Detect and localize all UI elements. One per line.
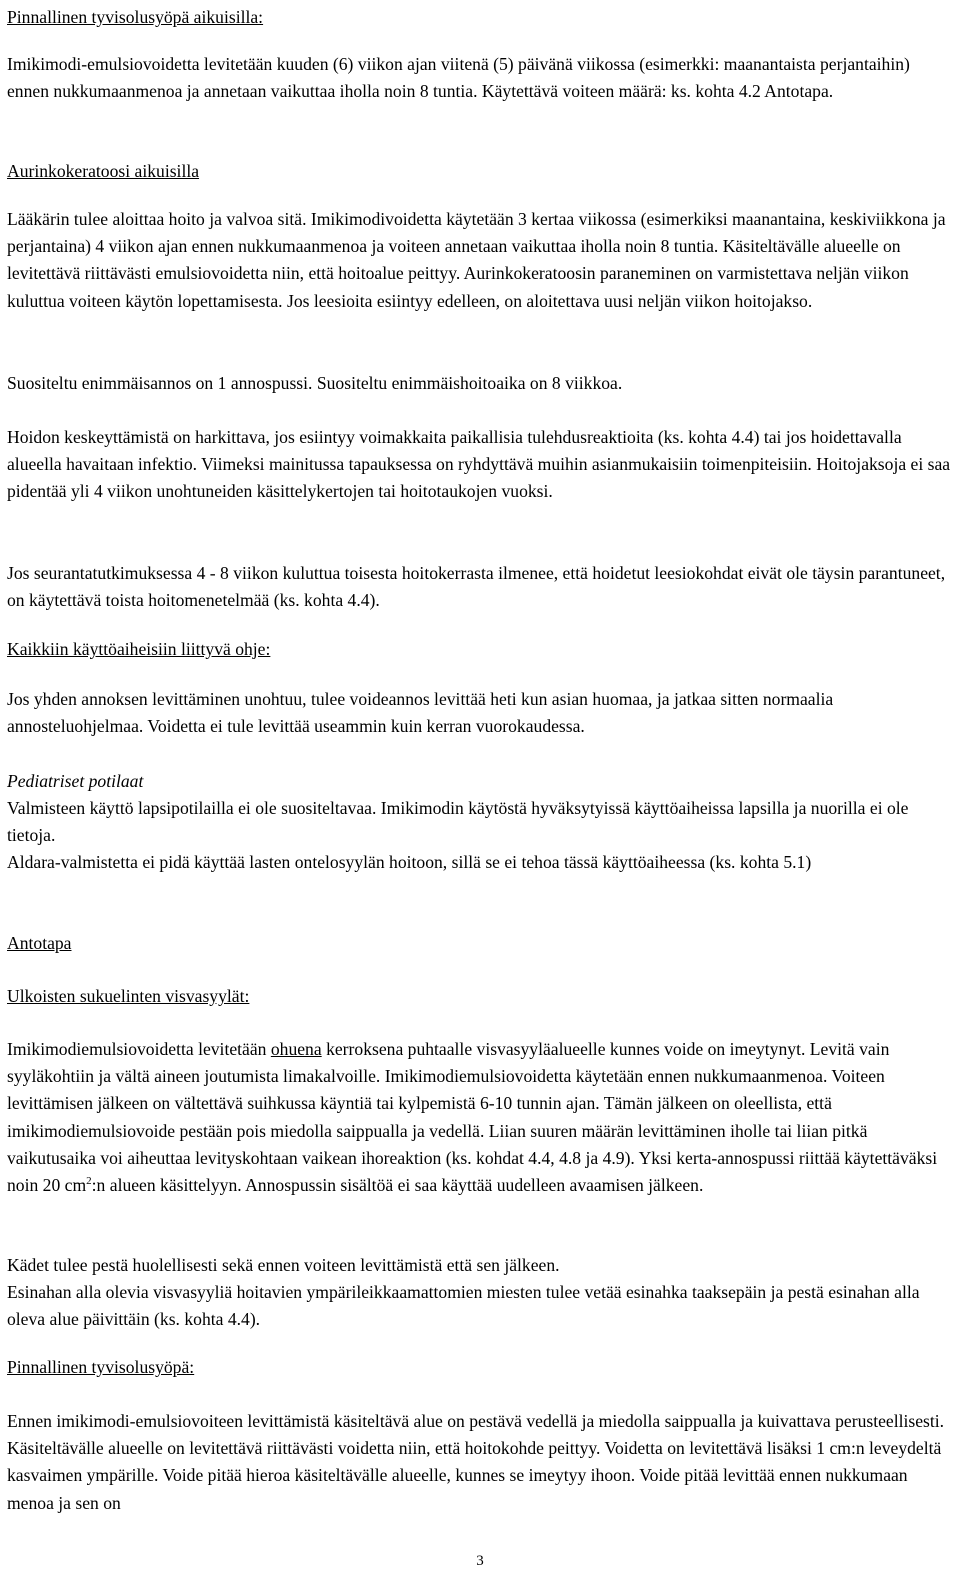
application-text-3: :n alueen käsittelyyn. Annospussin sisältöä ei saa käyttää uudelleen avaamisen jälkeen.	[91, 1175, 704, 1196]
paragraph-dosage-bcc: Imikimodi-emulsiovoidetta levitetään kuuden (6) viikon ajan viitenä (5) päivänä viikossa (esimerkki: maanantaista perjantaihin) ennen nukkumaanmenoa ja annetaan vaikuttaa iholla noin 8 tuntia. Käytettävä voiteen määrä: ks. kohta 4.2 Antotapa.	[7, 54, 910, 102]
application-text-2: kerroksena puhtaalle visvasyyläalueelle kunnes voide on imeytynyt. Levitä vain syyläkohtiin ja vältä aineen joutumista limakalvoille. Imikimodiemulsiovoidetta käytetään ennen nukkumaanmenoa. Voiteen levittämisen jälkeen on vältettävä suihkussa käyntiä tai kylpemistä 6-10 tunnin ajan. Tämän jälkeen on oleellista, että imikimodiemulsiovoide pestään pois miedolla saippualla ja vedellä. Liian suuren määrän levittäminen iholle tai liian pitkä vaikutusaika voi aiheuttaa levityskohtaan vaikean ihoreaktion (ks. kohdat 4.4, 4.8 ja 4.9). Yksi kerta-annospussi riittää käytettäväksi noin 20 cm	[7, 1039, 938, 1196]
paragraph-pediatric: Valmisteen käyttö lapsipotilailla ei ole suositeltavaa. Imikimodin käytöstä hyväksytyissä käyttöaiheissa lapsilla ja nuorilla ei ole tietoja.	[7, 798, 909, 846]
heading-all-indications: Kaikkiin käyttöaiheisiin liittyvä ohje:	[7, 639, 271, 659]
heading-antotapa: Antotapa	[7, 933, 72, 953]
application-text-1: Imikimodiemulsiovoidetta levitetään	[7, 1039, 271, 1059]
paragraph-bcc-application: Ennen imikimodi-emulsiovoiteen levittämistä käsiteltävä alue on pestävä vedellä ja miedolla saippualla ja kuivattava perusteellisesti. Käsiteltävälle alueelle on levitettävä riittävästi voidetta niin, että hoitokohde peittyy. Voidetta on levitettävä lisäksi 1 cm:n leveydeltä kasvaimen ympärille. Voide pitää hieroa käsiteltävälle alueelle, kunnes se imeytyy ihoon. Voide pitää levittää ennen nukkumaan menoa ja sen on	[7, 1411, 945, 1513]
paragraph-foreskin: Esinahan alla olevia visvasyyliä hoitavien ympärileikkaamattomien miesten tulee vetää esinahka taaksepäin ja pestä esinahan alla oleva alue päivittäin (ks. kohta 4.4).	[7, 1282, 920, 1330]
paragraph-followup: Jos seurantatutkimuksessa 4 - 8 viikon kuluttua toisesta hoitokerrasta ilmenee, että hoidetut leesiokohdat eivät ole täysin parantuneet, on käytettävä toista hoitomenetelmää (ks. kohta 4.4).	[7, 563, 946, 611]
heading-aurinkokeratoosi: Aurinkokeratoosi aikuisilla	[7, 161, 200, 181]
superscript-2: 2	[86, 1175, 92, 1188]
paragraph-aldara: Aldara-valmistetta ei pidä käyttää lasten ontelosyylän hoitoon, sillä se ei tehoa tässä käyttöaiheessa (ks. kohta 5.1)	[7, 852, 812, 872]
ohuena-underlined: ohuena	[270, 1039, 322, 1059]
paragraph-interruption: Hoidon keskeyttämistä on harkittava, jos esiintyy voimakkaita paikallisia tulehdusreaktioita (ks. kohta 4.4) tai jos hoidettavalla alueella havaitaan infektio. Viimeksi mainitussa tapauksessa on ryhdyttävä muihin asianmukaisiin toimenpiteisiin. Hoitojaksoja ei saa pidentää yli 4 viikon unohtuneiden käsittelykertojen tai hoitotaukojen vuoksi.	[7, 427, 951, 502]
heading-pinnallinen-aikuisilla: Pinnallinen tyvisolusyöpä aikuisilla:	[7, 7, 264, 27]
paragraph-wash-hands: Kädet tulee pestä huolellisesti sekä ennen voiteen levittämistä että sen jälkeen.	[7, 1255, 560, 1275]
heading-pinnallinen: Pinnallinen tyvisolusyöpä:	[7, 1357, 195, 1377]
heading-visvasyylat: Ulkoisten sukuelinten visvasyylät:	[7, 986, 250, 1006]
paragraph-missed-dose: Jos yhden annoksen levittäminen unohtuu, tulee voideannos levittää heti kun asian huomaa, ja jatkaa sitten normaalia annosteluohjelmaa. Voidetta ei tule levittää useammin kuin kerran vuorokaudessa.	[7, 689, 834, 737]
paragraph-max-dose: Suositeltu enimmäisannos on 1 annospussi. Suositeltu enimmäishoitoaika on 8 viikkoa.	[7, 373, 623, 393]
paragraph-ak-treatment: Lääkärin tulee aloittaa hoito ja valvoa sitä. Imikimodivoidetta käytetään 3 kertaa viikossa (esimerkiksi maanantaina, keskiviikkona ja perjantaina) 4 viikon ajan ennen nukkumaanmenoa ja voiteen annetaan vaikuttaa iholla noin 8 tuntia. Käsiteltävälle alueelle on levitettävä riittävästi emulsiovoidetta niin, että hoitoalue peittyy. Aurinkokeratoosin paraneminen on varmistettava neljän viikon kuluttua voiteen käytön lopettamisesta. Jos leesioita esiintyy edelleen, on aloitettava uusi neljän viikon hoitojakso.	[7, 209, 946, 311]
heading-pediatric: Pediatriset potilaat	[7, 771, 144, 791]
page-number: 3	[476, 1553, 484, 1569]
paragraph-application	[7, 1036, 952, 1199]
